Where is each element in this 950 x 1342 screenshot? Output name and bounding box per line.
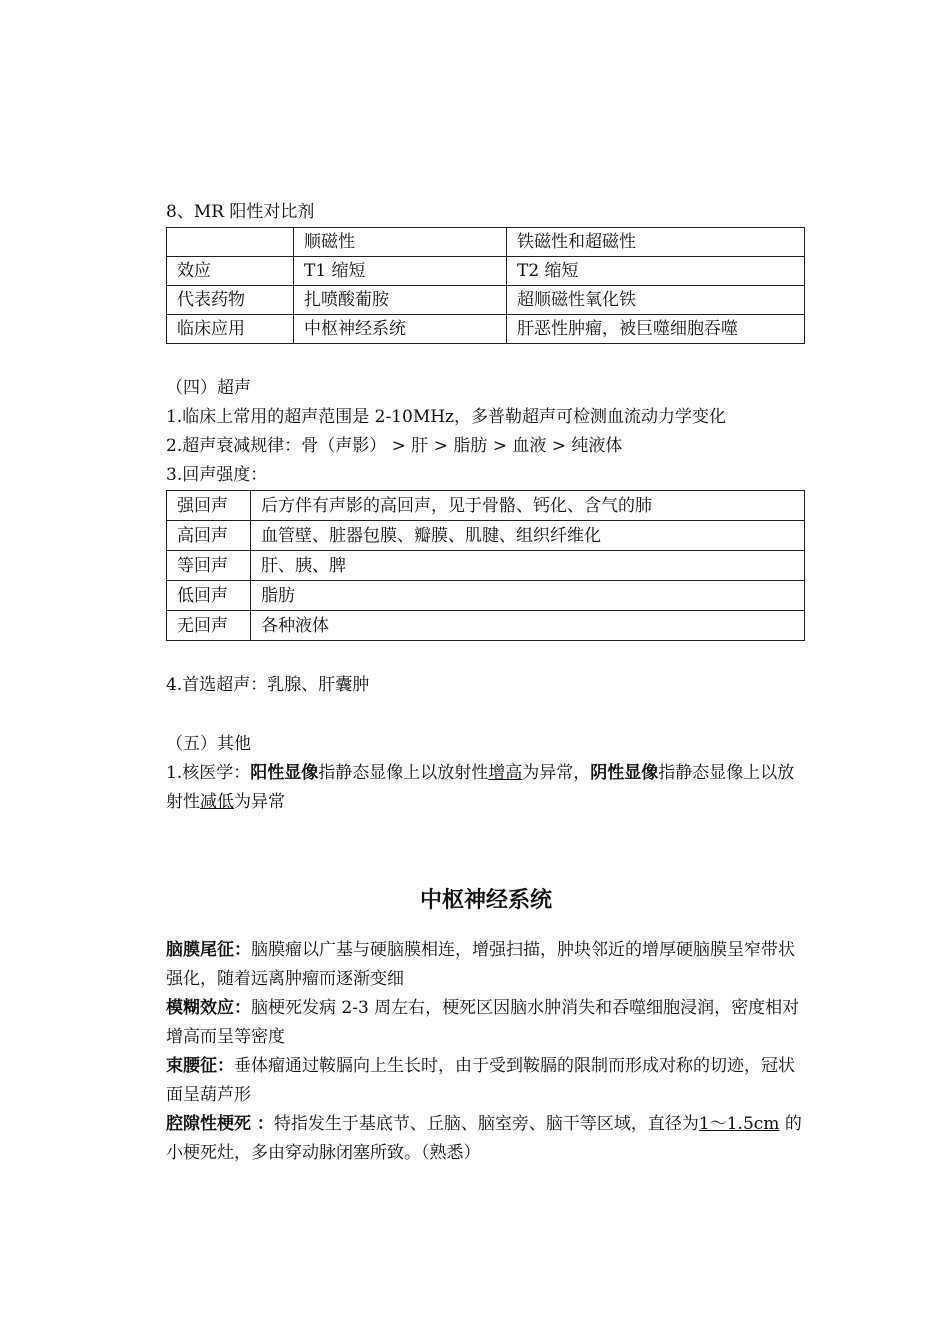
others-heading: （五）其他 (166, 734, 251, 754)
sign-text: 脑梗死发病 2-3 周左右，梗死区因脑水肿消失和吞噬细胞浸润，密度相对增高而呈等密度 (166, 998, 800, 1047)
positive-imaging-term: 阳性显像 (250, 763, 319, 783)
nuclear-text: 为异常 (234, 792, 285, 812)
table-row (167, 228, 805, 257)
echo-intensity-table (166, 490, 805, 641)
table-cell: 肝恶性肿瘤，被巨噬细胞吞噬 (507, 315, 805, 344)
table-cell: 血管壁、脏器包膜、瓣膜、肌腱、组织纤维化 (251, 521, 805, 551)
table-cell: 代表药物 (167, 286, 294, 315)
ultrasound-item-2: 2.超声衰减规律：骨（声影） > 肝 > 脂肪 > 血液 > 纯液体 (166, 436, 623, 456)
table-cell: 效应 (167, 257, 294, 286)
table-row (167, 286, 805, 315)
lacunar-paragraph (166, 1110, 806, 1168)
spacer (166, 817, 806, 881)
table-cell: 肝、胰、脾 (251, 551, 805, 581)
table-cell: 超顺磁性氧化铁 (507, 286, 805, 315)
nuclear-text: 指静态显像上以放射性 (166, 763, 795, 812)
sign-term: 模糊效应： (166, 998, 251, 1018)
sign-text: 脑膜瘤以广基与硬脑膜相连，增强扫描，肿块邻近的增厚硬脑膜呈窄带状强化，随着远离肿瘤而逐渐变细 (166, 940, 795, 989)
table-cell: 各种液体 (251, 611, 805, 641)
mr-contrast-table (166, 227, 805, 344)
sign-term: 束腰征： (166, 1056, 234, 1076)
ultrasound-item-4: 4.首选超声：乳腺、肝囊肿 (166, 675, 370, 695)
table-row (167, 581, 805, 611)
spacer (166, 921, 806, 936)
table-cell: 强回声 (167, 491, 251, 521)
table-row (167, 521, 805, 551)
table-cell: 顺磁性 (294, 228, 507, 257)
ultrasound-item-1: 1.临床上常用的超声范围是 2-10MHz，多普勒超声可检测血流动力学变化 (166, 407, 727, 427)
sign-paragraph (166, 994, 806, 1052)
table-cell: 扎喷酸葡胺 (294, 286, 507, 315)
nuclear-prefix: 1.核医学： (166, 763, 251, 783)
sign-text: 的小梗死灶，多由穿动脉闭塞所致。（熟悉） (166, 1114, 802, 1163)
sign-paragraph (166, 1052, 806, 1110)
increase-text: 增高 (488, 763, 523, 783)
nuclear-medicine-paragraph (166, 759, 806, 817)
table-row (167, 491, 805, 521)
table-cell: 低回声 (167, 581, 251, 611)
table-cell: 中枢神经系统 (294, 315, 507, 344)
sign-term: 腔隙性梗死 ： (166, 1114, 274, 1134)
table-row (167, 551, 805, 581)
mr-contrast-heading: 8、MR 阳性对比剂 (166, 202, 315, 222)
table-row (167, 315, 805, 344)
table-cell: 铁磁性和超磁性 (507, 228, 805, 257)
table-cell: 无回声 (167, 611, 251, 641)
section-title: 中枢神经系统 (419, 888, 552, 913)
nuclear-text: 为异常， (522, 763, 591, 783)
sign-text: 特指发生于基底节、丘脑、脑室旁、脑干等区域，直径为 (273, 1114, 699, 1134)
table-cell: 脂肪 (251, 581, 805, 611)
table-cell: T1 缩短 (294, 257, 507, 286)
decrease-text: 减低 (200, 792, 234, 812)
sign-text: 垂体瘤通过鞍膈向上生长时，由于受到鞍膈的限制而形成对称的切迹，冠状面呈葫芦形 (166, 1056, 795, 1105)
spacer (166, 344, 806, 374)
table-cell: 临床应用 (167, 315, 294, 344)
negative-imaging-term: 阴性显像 (590, 763, 659, 783)
spacer (166, 641, 806, 671)
table-row (167, 611, 805, 641)
sign-paragraph (166, 936, 806, 994)
table-cell: 高回声 (167, 521, 251, 551)
spacer (166, 700, 806, 730)
sign-term: 脑膜尾征： (166, 940, 251, 960)
table-cell: 后方伴有声影的高回声，见于骨骼、钙化、含气的肺 (251, 491, 805, 521)
table-cell: 等回声 (167, 551, 251, 581)
table-cell (167, 228, 294, 257)
table-cell: T2 缩短 (507, 257, 805, 286)
nuclear-text: 指静态显像上以放射性 (318, 763, 489, 783)
ultrasound-heading: （四）超声 (166, 378, 251, 398)
table-row (167, 257, 805, 286)
document-page (166, 198, 806, 1168)
size-range: 1～1.5cm (698, 1114, 780, 1134)
ultrasound-item-3: 3.回声强度： (166, 465, 268, 485)
